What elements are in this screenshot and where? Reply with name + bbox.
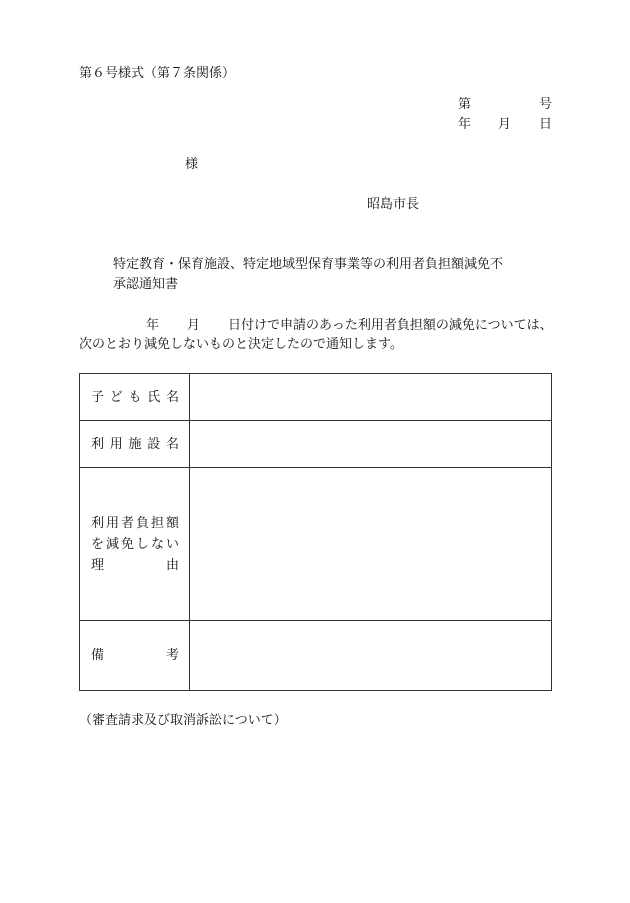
table-row-reason — [80, 468, 552, 621]
reason-label-line-2: を減免しない — [91, 536, 179, 552]
reason-label-line-1: 利用者負担額 — [91, 515, 179, 531]
table-row-remarks — [80, 621, 552, 691]
doc-date-day: 日 — [539, 117, 553, 132]
facility-label: 利用施設名 — [91, 436, 179, 452]
body-month: 月 — [187, 318, 201, 333]
doc-number-prefix: 第 — [458, 97, 472, 112]
facility-label-cell — [80, 421, 190, 468]
reason-label-cell — [80, 468, 190, 621]
remarks-label: 備考 — [91, 648, 179, 663]
remarks-value-cell — [190, 621, 552, 691]
child-name-label: 子ども氏名 — [91, 389, 179, 405]
title-line-2: 承認通知書 — [113, 277, 179, 292]
issuer-name: 昭島市長 — [367, 197, 420, 212]
table-row-facility — [80, 421, 552, 468]
doc-number-suffix: 号 — [539, 97, 553, 112]
remarks-label-cell — [80, 621, 190, 691]
facility-value-cell — [190, 421, 552, 468]
notice-table — [79, 373, 552, 691]
child-name-value-cell — [190, 374, 552, 421]
body-line-1-rest: 日付けで申請のあった利用者負担額の減免については、 — [228, 318, 553, 333]
addressee-suffix: 様 — [185, 157, 199, 172]
child-name-label-cell — [80, 374, 190, 421]
table-row-child-name — [80, 374, 552, 421]
body-line-2: 次のとおり減免しないものと決定したので通知します。 — [79, 337, 403, 352]
title-line-1: 特定教育・保育施設、特定地域型保育事業等の利用者負担額減免不 — [113, 257, 504, 272]
appeal-note: （審査請求及び取消訴訟について） — [79, 713, 287, 728]
doc-date-month: 月 — [498, 117, 512, 132]
form-number: 第６号様式（第７条関係） — [79, 66, 236, 81]
body-year: 年 — [146, 318, 160, 333]
reason-value-cell — [190, 468, 552, 621]
doc-date-year: 年 — [458, 117, 472, 132]
reason-label-line-3: 理由 — [91, 557, 179, 573]
